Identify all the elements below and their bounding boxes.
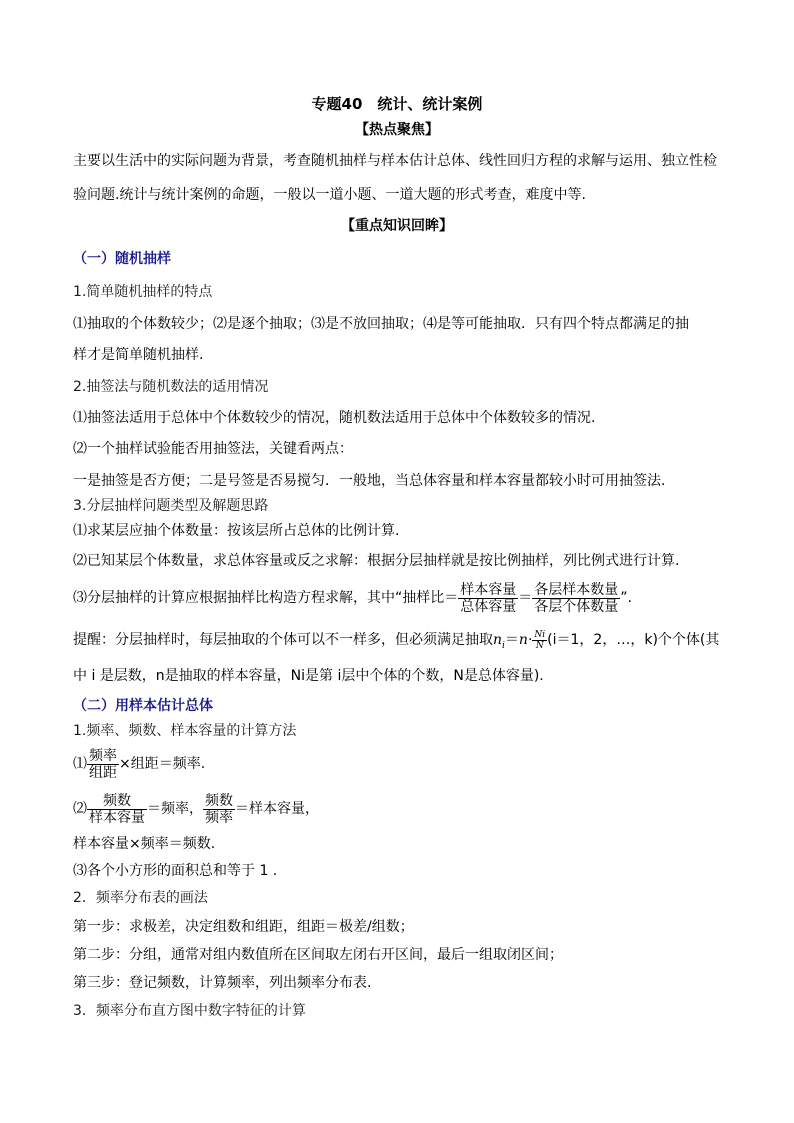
fraction-ni-over-n: $\frac{Ni}{N}$	[534, 629, 546, 651]
intro-line-2: 验问题.统计与统计案例的命题，一般以一道小题、一道大题的形式考查，难度中等.	[73, 187, 586, 203]
fraction-frequency-over-width: $\frac{\text{频率}}{\text{组距}}$	[89, 747, 117, 781]
hot-heading: 【热点聚焦】	[355, 122, 439, 138]
sampling-ratio-line: ⑶分层抽样的计算应根据抽样比构造方程求解，其中“抽样比＝ $\frac{\text{样本容量}}{\text{总体容量}}$ ＝ $\frac{\text{各层样本数量}}{\text{各层个体数量}}$ ”.	[73, 581, 632, 615]
item-heading: 1.简单随机抽样的特点	[73, 284, 213, 300]
formula-line-1: ⑴ $\frac{\text{频率}}{\text{组距}}$ ×组距＝频率.	[73, 747, 206, 781]
formula-line-2: ⑵ $\frac{\text{频数}}{\text{样本容量}}$ ＝频率， $\frac{\text{频数}}{\text{频率}}$ ＝样本容量，	[73, 792, 319, 826]
section-heading-sampling: （一）随机抽样	[73, 251, 171, 267]
paragraph-line: ⑴抽签法适用于总体中个体数较少的情况，随机数法适用于总体中个体数较多的情况.	[73, 410, 596, 426]
review-heading: 【重点知识回眸】	[341, 218, 453, 234]
doc-title: 专题40 统计、统计案例	[311, 95, 483, 113]
section-heading-estimation: （二）用样本估计总体	[73, 698, 213, 714]
paragraph-line: 第二步：分组，通常对组内数值所在区间取左闭右开区间，最后一组取闭区间；	[73, 947, 563, 963]
intro-line-1: 主要以生活中的实际问题为背景，考查随机抽样与样本估计总体、线性回归方程的求解与运用、独立性检	[73, 153, 717, 169]
paragraph-line: ⑵一个抽样试验能否用抽签法，关键看两点：	[73, 441, 353, 457]
paragraph-line: ⑴抽取的个体数较少；⑵是逐个抽取；⑶是不放回抽取；⑷是等可能抽取．只有四个特点都满足的抽	[73, 316, 689, 332]
paragraph-line: 第三步：登记频数，计算频率，列出频率分布表.	[73, 975, 372, 991]
item-heading: 2．频率分布表的画法	[73, 890, 208, 906]
paragraph-line: ⑴求某层应抽个体数量：按该层所占总体的比例计算.	[73, 523, 400, 539]
paragraph-line: 第一步：求极差，决定组数和组距，组距＝极差/组数；	[73, 919, 414, 935]
fraction-layer-sample-over-layer-count: $\frac{\text{各层样本数量}}{\text{各层个体数量}}$	[534, 581, 619, 615]
tip-line-2: 中 i 是层数，n是抽取的样本容量，Ni是第 i层中个体的个数，N是总体容量).	[73, 668, 544, 684]
fraction-sample-over-total: $\frac{\text{样本容量}}{\text{总体容量}}$	[460, 581, 517, 615]
paragraph-line: 样才是简单随机抽样.	[73, 347, 204, 363]
fraction-count-over-frequency: $\frac{\text{频数}}{\text{频率}}$	[205, 792, 233, 826]
item-heading: 3．频率分布直方图中数字特征的计算	[73, 1003, 306, 1019]
paragraph-line: 一是抽签是否方便；二是号签是否易搅匀．一般地，当总体容量和样本容量都较小时可用抽签法.	[73, 473, 666, 489]
paragraph-line: ⑶各个小方形的面积总和等于 1 .	[73, 863, 278, 879]
paragraph-line: ⑵已知某层个体数量，求总体容量或反之求解：根据分层抽样就是按比例抽样，列比例式进行计算.	[73, 553, 680, 569]
item-heading: 3.分层抽样问题类型及解题思路	[73, 498, 269, 514]
fraction-count-over-size: $\frac{\text{频数}}{\text{样本容量}}$	[89, 792, 145, 826]
item-heading: 2.抽签法与随机数法的适用情况	[73, 379, 269, 395]
paragraph-line: 样本容量×频率＝频数.	[73, 836, 216, 852]
item-heading: 1.频率、频数、样本容量的计算方法	[73, 723, 297, 739]
tip-line-1: 提醒：分层抽样时，每层抽取的个体可以不一样多，但必须满足抽取$n_i=n\cdot$ $\frac{Ni}{N}$ (i＝1，2，…，k)个个体(其	[73, 629, 720, 651]
